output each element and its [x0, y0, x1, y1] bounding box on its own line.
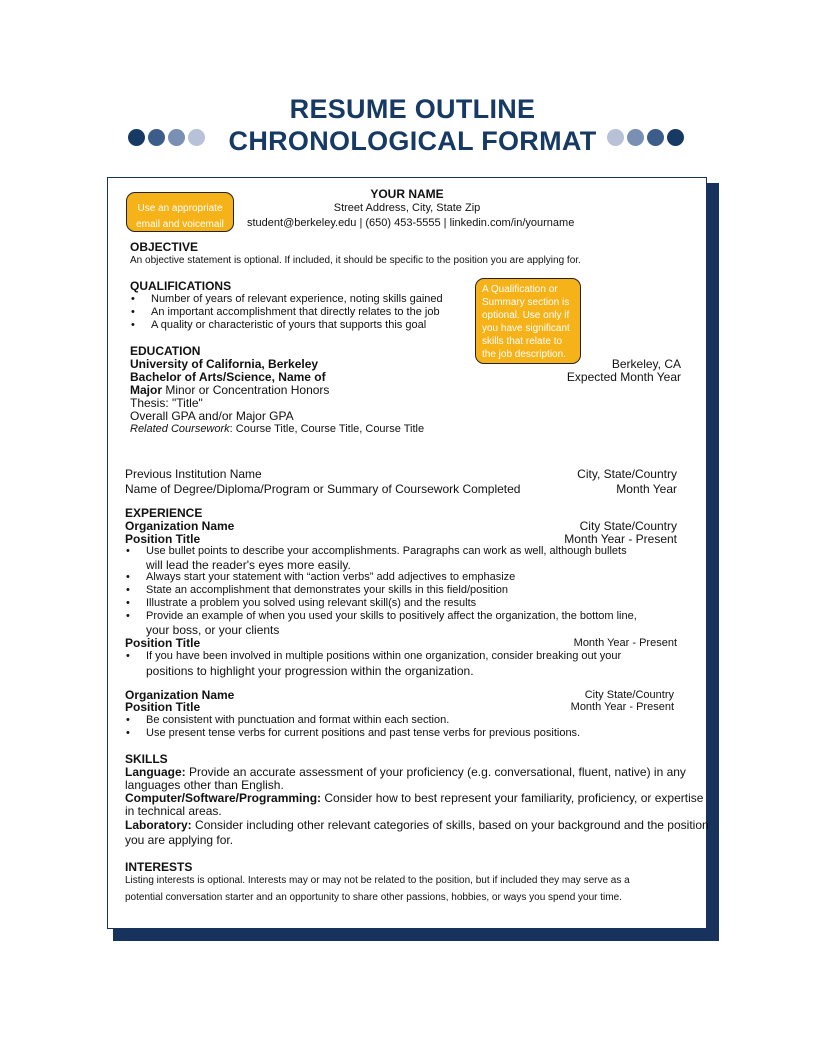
experience-bullet-continued: your boss, or your clients [146, 623, 280, 637]
org2-name: Organization Name [125, 688, 235, 702]
education-heading: EDUCATION [130, 344, 201, 358]
dot-icon [667, 129, 684, 146]
experience-bullet: • If you have been involved in multiple positions within one organization, consider breaking out your [146, 650, 621, 662]
org1-position1: Position Title [125, 532, 201, 546]
experience-bullet: • Provide an example of when you used your skills to positively affect the organization, the bottom line, [146, 610, 637, 622]
org2-position: Position Title [125, 700, 201, 714]
major-label: Major [130, 383, 163, 397]
coursework-list: : Course Title, Course Title, Course Title [229, 423, 425, 435]
resume-page [107, 177, 707, 929]
objective-text: An objective statement is optional. If included, it should be specific to the position you are applying for. [130, 255, 581, 266]
experience-bullet: • Be consistent with punctuation and format within each section. [146, 714, 449, 726]
candidate-name: YOUR NAME [370, 187, 444, 201]
degree-date: Expected Month Year [566, 370, 681, 384]
experience-bullet: • State an accomplishment that demonstrates your skills in this field/position [146, 584, 508, 596]
skills-language-text: Provide an accurate assessment of your proficiency (e.g. conversational, fluent, native) in any [185, 765, 686, 779]
skills-lab-text: Consider including other relevant categories of skills, based on your background and the position [191, 818, 709, 832]
skills-language-label: Language: [125, 765, 186, 779]
decorative-dots-left [128, 129, 205, 146]
dot-icon [188, 129, 205, 146]
skills-language-continued: languages other than English. [125, 778, 284, 792]
dot-icon [607, 129, 624, 146]
interests-heading: INTERESTS [125, 860, 193, 874]
org2-location: City State/Country [584, 689, 674, 701]
dot-icon [168, 129, 185, 146]
thesis-line: Thesis: "Title" [130, 396, 203, 410]
experience-bullet-continued: will lead the reader's eyes more easily. [146, 558, 351, 572]
contact-callout: Use an appropriate email and voicemail [126, 192, 234, 232]
prev-location: City, State/Country [577, 467, 677, 481]
skills-heading: SKILLS [125, 752, 168, 766]
contact-address: Street Address, City, State Zip [333, 202, 481, 214]
experience-bullet-continued: positions to highlight your progression within the organization. [146, 664, 474, 678]
dot-icon [148, 129, 165, 146]
title-line-2: CHRONOLOGICAL FORMAT [228, 126, 597, 156]
org1-location: City State/Country [579, 519, 677, 533]
experience-bullet: • Use bullet points to describe your accomplishments. Paragraphs can work as well, although bullets [146, 545, 627, 557]
interests-text: Listing interests is optional. Interests may or may not be related to the position, but if included they may serve as a [125, 875, 630, 886]
skills-computer [125, 791, 703, 805]
skills-computer-continued: in technical areas. [125, 804, 222, 818]
skills-computer-label: Computer/Software/Programming: [125, 791, 322, 805]
prev-degree: Name of Degree/Diploma/Program or Summary of Coursework Completed [125, 482, 521, 496]
experience-heading: EXPERIENCE [125, 506, 203, 520]
qualification-item: • An important accomplishment that directly relates to the job [151, 306, 440, 318]
experience-bullet: • Use present tense verbs for current positions and past tense verbs for previous positions. [146, 727, 580, 739]
org1-name: Organization Name [125, 519, 235, 533]
interests-text-continued: potential conversation starter and an opportunity to share other passions, hobbies, or ways you spend your time. [125, 892, 622, 903]
qualification-item: • A quality or characteristic of yours that supports this goal [151, 319, 426, 331]
objective-heading: OBJECTIVE [130, 240, 199, 254]
dot-icon [128, 129, 145, 146]
gpa-line: Overall GPA and/or Major GPA [130, 409, 294, 423]
experience-bullet: • Illustrate a problem you solved using relevant skill(s) and the results [146, 597, 476, 609]
skills-language [125, 765, 686, 779]
coursework-line [130, 423, 424, 435]
qualification-item: • Number of years of relevant experience, noting skills gained [151, 293, 443, 305]
skills-lab-label: Laboratory: [125, 818, 192, 832]
org2-date: Month Year - Present [570, 701, 674, 713]
org1-date1: Month Year - Present [564, 532, 677, 546]
qualification-callout: A Qualification or Summary section is optional. Use only if you have significant skills that relate to the job description. [475, 278, 581, 364]
dot-icon [647, 129, 664, 146]
degree-line: Bachelor of Arts/Science, Name of [130, 370, 326, 384]
major-detail: Minor or Concentration Honors [162, 383, 330, 397]
contact-details: student@berkeley.edu | (650) 453-5555 | linkedin.com/in/yourname [247, 217, 575, 229]
qualifications-heading: QUALIFICATIONS [130, 279, 232, 293]
skills-lab-continued: you are applying for. [125, 833, 234, 847]
dot-icon [627, 129, 644, 146]
coursework-label: Related Coursework [130, 423, 230, 435]
prev-date: Month Year [616, 482, 677, 496]
prev-institution: Previous Institution Name [125, 467, 262, 481]
school-name: University of California, Berkeley [130, 357, 319, 371]
org1-position2: Position Title [125, 636, 201, 650]
experience-bullet: • Always start your statement with “action verbs” add adjectives to emphasize [146, 571, 515, 583]
decorative-dots-right [607, 129, 684, 146]
school-location: Berkeley, CA [611, 357, 681, 371]
skills-lab [125, 818, 709, 832]
major-line [130, 383, 329, 397]
org1-date2: Month Year - Present [573, 637, 677, 649]
skills-computer-text: Consider how to best represent your familiarity, proficiency, or expertise [321, 791, 704, 805]
title-line-1: RESUME OUTLINE [289, 94, 536, 124]
